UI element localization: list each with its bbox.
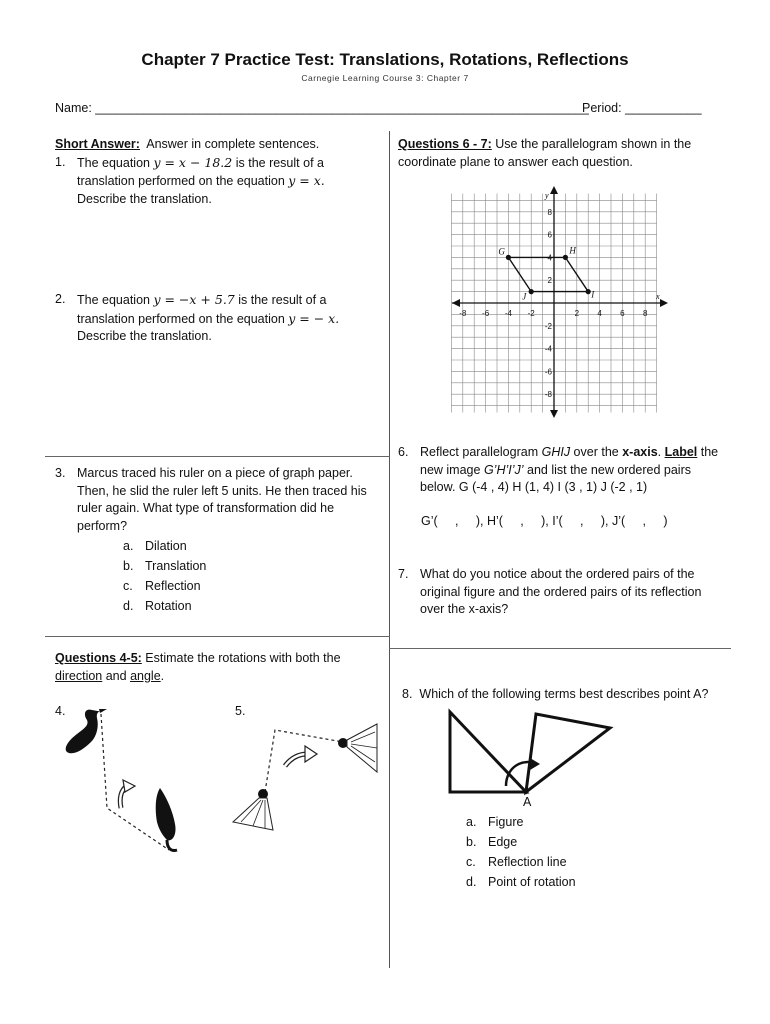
x-tick-label: 8 xyxy=(642,309,648,318)
question-4-number: 4. xyxy=(55,704,66,718)
short-answer-heading: Short Answer: xyxy=(55,137,140,151)
question-8-options xyxy=(466,812,666,892)
vertex-point xyxy=(506,255,511,260)
section-divider-left-2 xyxy=(45,636,390,637)
y-tick-label: -6 xyxy=(544,367,552,377)
vertex-point xyxy=(563,255,568,260)
y-axis-label: y xyxy=(545,191,549,200)
option-c[interactable]: c. Reflection line xyxy=(466,855,567,869)
option-a[interactable]: a. Figure xyxy=(466,815,524,829)
vertex-label: I xyxy=(591,289,595,300)
y-tick-label: 4 xyxy=(547,253,552,263)
page-subtitle: Carnegie Learning Course 3: Chapter 7 xyxy=(301,73,469,83)
option-d[interactable]: d. Rotation xyxy=(123,599,192,613)
question-5-number: 5. xyxy=(235,704,246,718)
equation-q2a: y = −x + 5.7 xyxy=(153,292,235,307)
short-answer-section xyxy=(55,136,385,208)
y-tick-label: 8 xyxy=(547,207,552,217)
question-8: 8. Which of the following terms best describes point A? xyxy=(402,687,709,701)
column-divider xyxy=(389,131,390,968)
y-arrow-icon xyxy=(550,186,558,194)
arrowhead-icon xyxy=(530,758,540,770)
x-arrow-icon xyxy=(660,299,668,307)
x-tick-label: -4 xyxy=(504,309,512,318)
period-field[interactable]: Period: ___________ xyxy=(582,101,702,115)
vertex-label: H xyxy=(569,245,576,256)
question-3-options xyxy=(123,536,323,616)
section-divider-left-1 xyxy=(45,456,390,457)
page-title: Chapter 7 Practice Test: Translations, Rotations, Reflections xyxy=(141,50,629,69)
equation-q2b: y = − x. xyxy=(288,310,340,326)
triangle-shape-rotated xyxy=(526,714,610,792)
y-tick-label: -4 xyxy=(544,344,552,354)
question-7: 7. What do you notice about the ordered pairs of the original figure and the ordered pairs of its reflection over the x-axis? xyxy=(398,567,702,616)
shuttlecock-icon xyxy=(233,789,273,830)
x-tick-label: -2 xyxy=(527,309,535,318)
vertex-point xyxy=(529,289,534,294)
question-1: 1. The equation y = x − 18.2 is the result of a translation performed on the equation y = x. Describe the translation. xyxy=(55,154,325,206)
coordinate-plane xyxy=(450,186,670,418)
y-arrow-down-icon xyxy=(550,410,558,418)
x-tick-label: 4 xyxy=(597,309,602,318)
x-tick-label: -6 xyxy=(482,309,490,318)
question-4-figure xyxy=(55,700,200,860)
option-b[interactable]: b. Translation xyxy=(123,559,207,573)
option-d[interactable]: d. Point of rotation xyxy=(466,875,576,889)
equation-q1b: y = x. xyxy=(288,173,325,188)
questions-6-7-heading: Questions 6 - 7: Use the parallelogram shown in the coordinate plane to answer each question. xyxy=(398,137,692,169)
question-5-figure xyxy=(225,722,390,837)
x-arrow-left-icon xyxy=(452,299,460,307)
name-field[interactable]: Name: _______________________________________________________________________ xyxy=(55,101,589,115)
triangle-shape xyxy=(450,712,526,792)
y-tick-label: 6 xyxy=(547,230,552,240)
x-tick-label: 6 xyxy=(620,309,625,318)
vertex-label: G xyxy=(498,246,505,257)
option-a[interactable]: a. Dilation xyxy=(123,539,187,553)
question-3: 3. Marcus traced his ruler on a piece of graph paper. Then, he slid the ruler left 5 units. He then traced his ruler again. What type of transformation did he perform? xyxy=(55,466,367,533)
rotation-arrow-icon xyxy=(285,746,317,766)
question-6: 6. Reflect parallelogram GHIJ over the x-axis. Label the new image G’H’I’J’ and list the new ordered pairs below. G (-4 , 4) H (1, 4) I (3 , 1) J (-2 , 1) xyxy=(398,445,719,494)
rotation-arrow-icon xyxy=(120,780,135,808)
y-tick-label: 2 xyxy=(547,276,552,286)
question-2: 2. The equation y = −x + 5.7 is the result of a translation performed on the equation y = − x. Describe the translation. xyxy=(55,292,340,343)
x-tick-label: 2 xyxy=(574,309,580,318)
equation-q1a: y = x − 18.2 xyxy=(153,154,233,170)
point-a-marker xyxy=(524,790,528,794)
option-b[interactable]: b. Edge xyxy=(466,835,518,849)
shuttlecock-icon-rotated xyxy=(338,724,377,772)
questions-4-5: Questions 4-5: Estimate the rotations with both the direction and angle. xyxy=(55,651,341,683)
question-6-answer-blanks[interactable]: G’( , ), H’( , ), I’( , ), J’( , ) xyxy=(421,514,668,528)
x-tick-label: -8 xyxy=(459,309,467,318)
y-tick-label: -8 xyxy=(544,390,552,400)
section-divider-right xyxy=(389,648,731,649)
option-c[interactable]: c. Reflection xyxy=(123,579,201,593)
x-axis-label: x xyxy=(656,292,660,301)
vertex-label: J xyxy=(522,291,527,302)
bird-icon-rotated xyxy=(156,788,177,851)
vertex-point xyxy=(586,289,591,294)
parallelogram-ghij xyxy=(508,257,588,291)
y-tick-label: -2 xyxy=(544,321,552,331)
point-a-label: A xyxy=(523,795,532,809)
short-answer-instructions: Answer in complete sentences. xyxy=(146,137,320,151)
